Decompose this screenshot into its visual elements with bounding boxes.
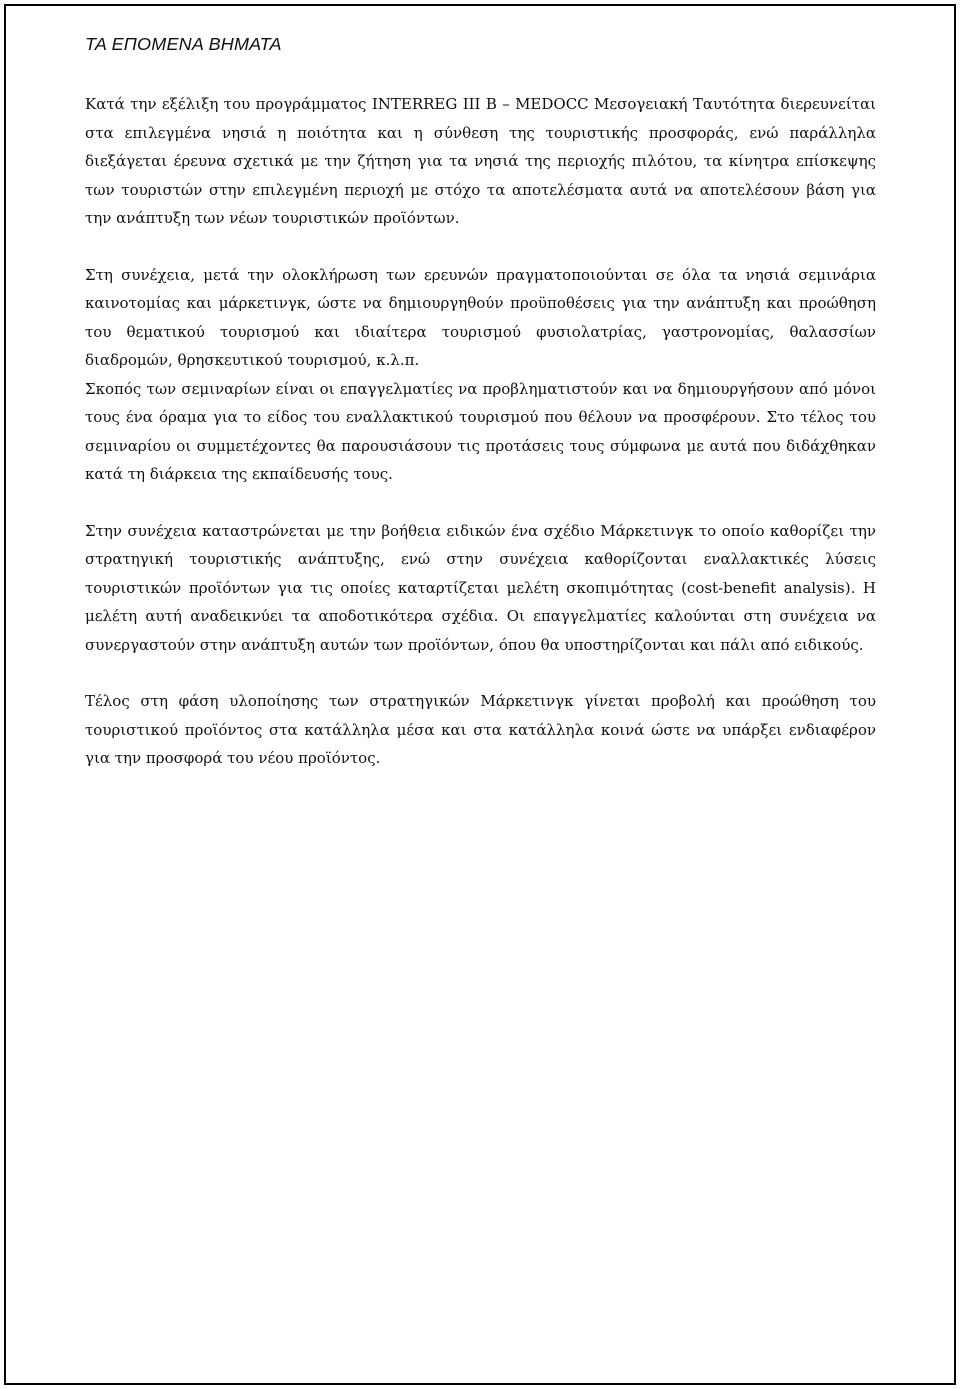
paragraph-marketing-plan: Στην συνέχεια καταστρώνεται με την βοήθεια ειδικών ένα σχέδιο Μάρκετινγκ το οποίο καθορίζει την στρατηγική τουριστικής ανάπτυξης, ενώ στην συνέχεια καθορίζονται εναλλακτικές λύσεις τουριστικών προϊόντων για τις οποίες καταρτίζεται μελέτη σκοπιμότητας (cost-benefit analysis). Η μελέτη αυτή αναδεικνύει τα αποδοτικότερα σχέδια. Οι επαγγελματίες καλούνται στη συνέχεια να συνεργαστούν στην ανάπτυξη αυτών των προϊόντων, όπου θα υποστηρίζονται και πάλι από ειδικούς. <box>85 521 876 654</box>
paragraph-spacer <box>85 659 876 687</box>
section-heading: ΤΑ ΕΠΟΜΕΝΑ ΒΗΜΑΤΑ <box>85 34 282 54</box>
paragraph-spacer <box>85 233 876 261</box>
paragraph-seminar-purpose: Σκοπός των σεμιναρίων είναι οι επαγγελματίες να προβληματιστούν και να δημιουργήσουν από μόνοι τους ένα όραμα για το είδος του εναλλακτικού τουρισμού που θέλουν να προσφέρουν. Στο τέλος του σεμιναρίου οι συμμετέχοντες θα παρουσιάσουν τις προτάσεις τους σύμφωνα με αυτά που διδάχθηκαν κατά τη διάρκεια της εκπαίδευσής τους. <box>85 379 876 483</box>
paragraph-seminars: Στη συνέχεια, μετά την ολοκλήρωση των ερευνών πραγματοποιούνται σε όλα τα νησιά σεμινάρια καινοτομίας και μάρκετινγκ, ώστε να δημιουργηθούν προϋποθέσεις για την ανάπτυξη και προώθηση του θεματικού τουρισμού και ιδιαίτερα τουρισμού φυσιολατρίας, γαστρονομίας, θαλασσίων διαδρομών, θρησκευτικού τουρισμού, κ.λ.π. <box>85 265 876 369</box>
document-body <box>85 30 876 773</box>
paragraph-spacer <box>85 489 876 517</box>
paragraph-implementation: Τέλος στη φάση υλοποίησης των στρατηγικών Μάρκετινγκ γίνεται προβολή και προώθηση του τουριστικού προϊόντος στα κατάλληλα μέσα και στα κατάλληλα κοινά ώστε να υπάρξει ενδιαφέρον για την προσφορά του νέου προϊόντος. <box>85 692 876 767</box>
paragraph-program-overview: Κατά την εξέλιξη του προγράμματος INTERREG III B – MEDOCC Μεσογειακή Ταυτότητα διερευνείται στα επιλεγμένα νησιά η ποιότητα και η σύνθεση της τουριστικής προσφοράς, ενώ παράλληλα διεξάγεται έρευνα σχετικά με την ζήτηση για τα νησιά της περιοχής πιλότου, τα κίνητρα επίσκεψης των τουριστών στην επιλεγμένη περιοχή με στόχο τα αποτελέσματα αυτά να αποτελέσουν βάση για την ανάπτυξη των νέων τουριστικών προϊόντων. <box>85 95 876 227</box>
